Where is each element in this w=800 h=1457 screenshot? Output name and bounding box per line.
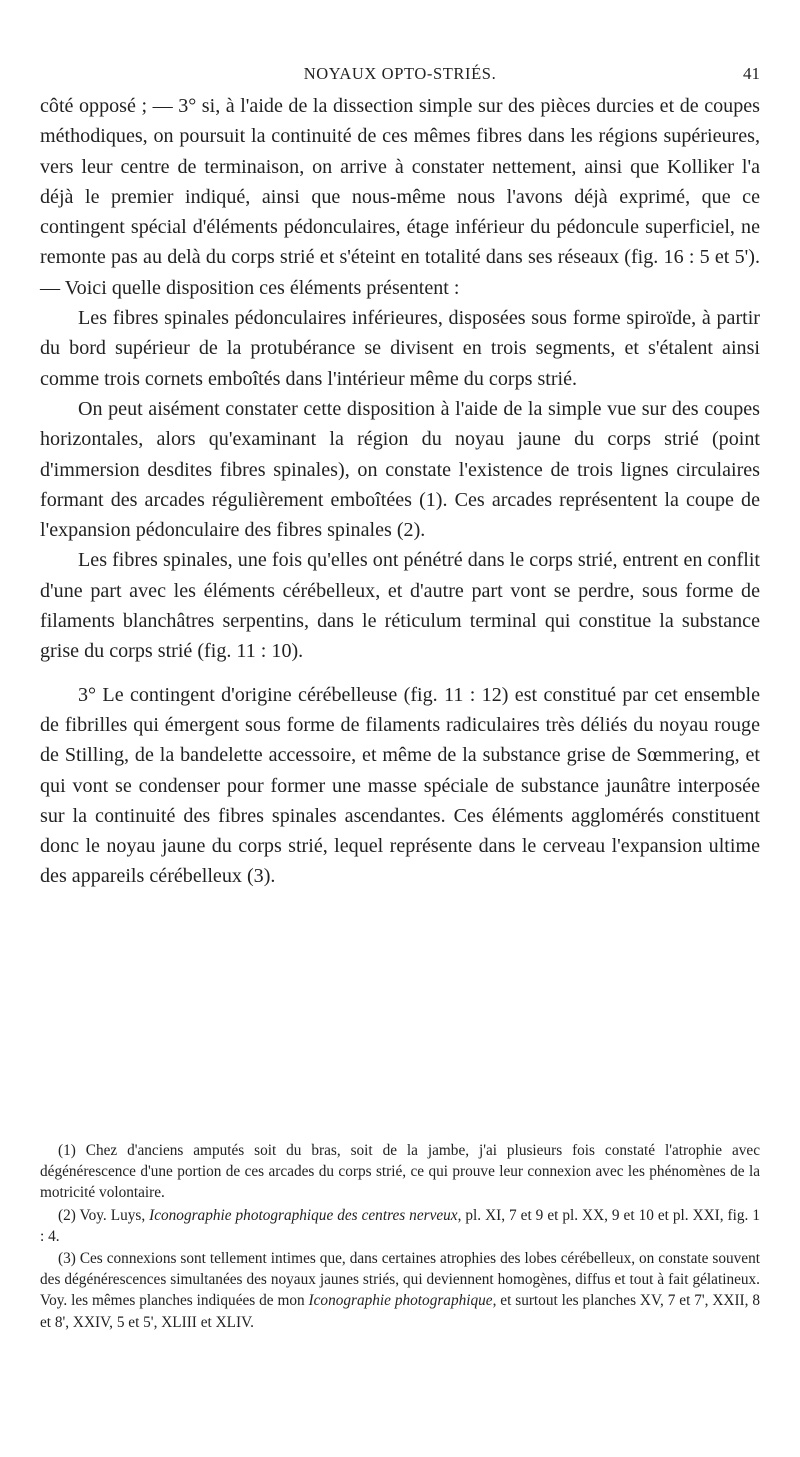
- paragraph-fiber-conflict: Les fibres spinales, une fois qu'elles ont pénétré dans le corps strié, entrent en conflit d'une part avec les éléments cérébelleux, et d'autre part vont se perdre, sous forme de filaments blanchâtres serpentins, dans le réticulum terminal qui constitue la substance grise du corps strié (fig. 11 : 10).: [40, 549, 760, 663]
- paragraph-continued: côté opposé ; — 3° si, à l'aide de la dissection simple sur des pièces durcies et de coupes méthodiques, on poursuit la continuité de ces mêmes fibres dans les régions supérieures, vers leur centre de terminaison, on arrive à constater nettement, ainsi que Kolliker l'a déjà le premier indiqué, ainsi que nous-même nous l'avons déjà exprimé, que ce contingent spécial d'éléments pédonculaires, étage inférieur du pédoncule superficiel, ne remonte pas au delà du corps strié et s'éteint en totalité dans ses réseaux (fig. 16 : 5 et 5'). — Voici quelle disposition ces éléments présentent :: [40, 95, 760, 299]
- footnote-2-reference: , pl. XI, 7 et 9 et pl. XX, 9 et 10 et pl. XXI, fig. 1 : 4.: [40, 1206, 761, 1245]
- paragraph-horizontal-sections: On peut aisément constater cette disposition à l'aide de la simple vue sur des coupes horizontales, alors qu'examinant la région du noyau jaune du corps strié (point d'immersion desdites fibres spinales), on constate l'existence de trois lignes circulaires formant des arcades régulièrement emboîtées (1). Ces arcades représentent la coupe de l'expansion pédonculaire des fibres spinales (2).: [40, 397, 760, 542]
- footnote-3-book-title: Iconographie photographique: [308, 1292, 493, 1310]
- running-title: NOYAUX OPTO-STRIÉS.: [303, 64, 497, 83]
- footnote-3-text: (3) Ces connexions sont tellement intimes que, dans certaines atrophies des lobes cérébelleux, on constate souvent des dégénérescences simultanées des noyaux jaunes striés, qui deviennent homogènes, diffus et tout à fait gélatineux. Voy. les mêmes planches indiquées de mon: [40, 1250, 760, 1310]
- footnote-2-text: (2) Voy. Luys,: [58, 1206, 150, 1224]
- body-text: [40, 91, 760, 892]
- footnote-2: [40, 1205, 760, 1247]
- footnote-3-reference: , et surtout les planches XV, 7 et 7', XXII, 8 et 8', XXIV, 5 et 5', XLIII et XLIV.: [40, 1292, 760, 1331]
- footnote-1: (1) Chez d'anciens amputés soit du bras, soit de la jambe, j'ai plusieurs fois constaté l'atrophie avec dégénérescence d'une portion de ces arcades du corps strié, ce qui prouve leur connexion avec les phénomènes de la motricité volontaire.: [40, 1142, 760, 1202]
- paragraph-spiral-fibers: Les fibres spinales pédonculaires inférieures, disposées sous forme spiroïde, à partir du bord supérieur de la protubérance se divisent en trois segments, et s'étalent ainsi comme trois cornets emboîtés dans l'intérieur même du corps strié.: [40, 307, 760, 390]
- footnotes: [40, 1140, 760, 1333]
- paragraph-cerebellar-contingent: 3° Le contingent d'origine cérébelleuse (fig. 11 : 12) est constitué par cet ensemble de fibrilles qui émergent sous forme de filaments radiculaires très déliés du noyau rouge de Stilling, de la bandelette accessoire, et même de la substance grise de Sœmmering, et qui vont se condenser pour former une masse spéciale de substance jaunâtre interposée sur la continuité des fibres spinales ascendantes. Ces éléments agglomérés constituent donc le noyau jaune du corps strié, lequel représente dans le cerveau l'expansion ultime des appareils cérébelleux (3).: [40, 683, 760, 888]
- footnote-3: [40, 1248, 760, 1333]
- running-head: [40, 64, 760, 88]
- page-number: 41: [743, 64, 760, 83]
- footnote-2-book-title: Iconographie photographique des centres nerveux: [149, 1206, 458, 1224]
